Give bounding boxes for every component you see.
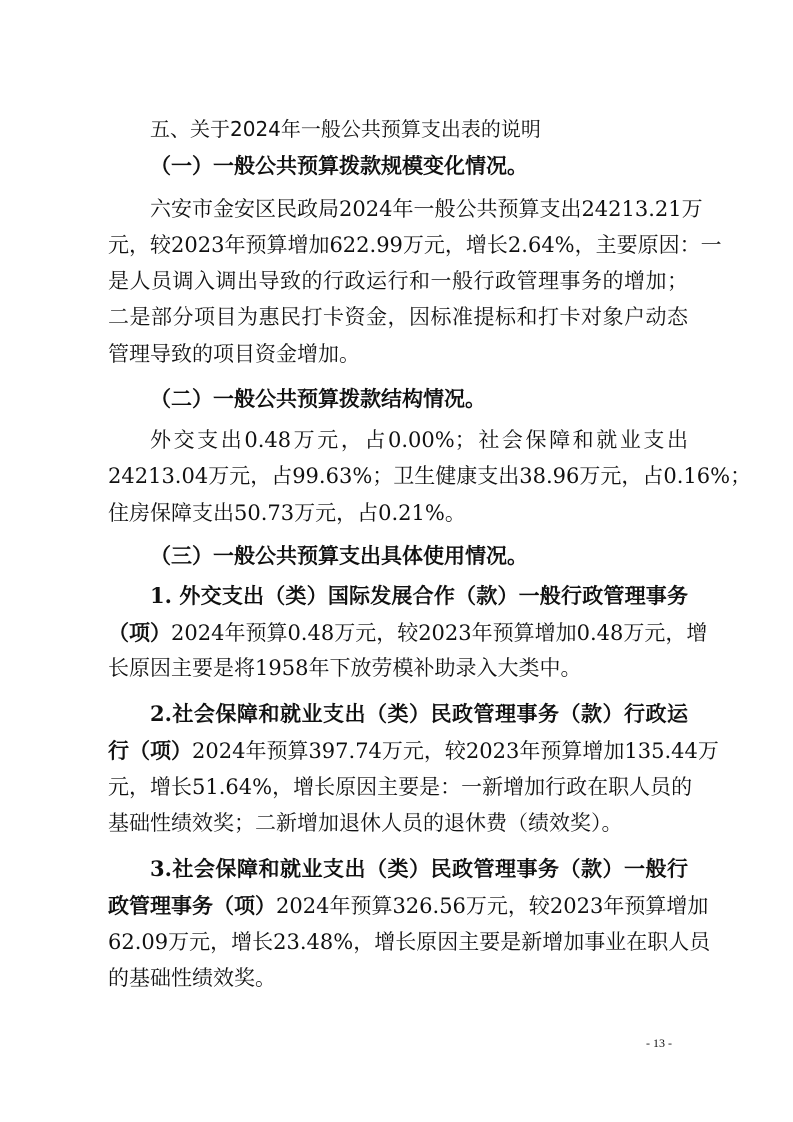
item-1-title: 1. 外交支出（类）国际发展合作（款）一般行政管理事务 <box>150 583 688 608</box>
item-2-line <box>108 735 719 767</box>
paragraph-line: 24213.04万元，占99.63%；卫生健康支出38.96万元，占0.16%； <box>108 464 752 488</box>
section-heading-2: （二）一般公共预算拨款结构情况。 <box>150 386 486 411</box>
page-number: - 13 - <box>646 1036 672 1050</box>
item-3-line <box>108 890 709 922</box>
paragraph-line: 二是部分项目为惠民打卡资金，因标准提标和打卡对象户动态 <box>108 305 688 329</box>
paragraph-line: 是人员调入调出导致的行政运行和一般行政管理事务的增加； <box>108 269 688 293</box>
section-title: 五、关于2024年一般公共预算支出表的说明 <box>150 117 541 141</box>
paragraph-line: 管理导致的项目资金增加。 <box>108 342 360 366</box>
item-2-title: 2.社会保障和就业支出（类）民政管理事务（款）行政运 <box>150 701 688 726</box>
paragraph-line: 元，增长51.64%，增长原因主要是：一新增加行政在职人员的 <box>108 775 693 799</box>
item-3-text: 2024年预算326.56万元，较2023年预算增加 <box>276 894 709 918</box>
paragraph-line: 住房保障支出50.73万元，占0.21%。 <box>108 501 466 525</box>
section-heading-1: （一）一般公共预算拨款规模变化情况。 <box>150 153 528 178</box>
item-1-line <box>108 617 708 649</box>
item-3-category: 政管理事务（项） <box>108 893 276 918</box>
paragraph-line: 元，较2023年预算增加622.99万元，增长2.64%，主要原因：一 <box>108 233 722 257</box>
paragraph-line: 六安市金安区民政局2024年一般公共预算支出24213.21万 <box>150 197 703 221</box>
item-2-category: 行（项） <box>108 738 192 763</box>
section-heading-3: （三）一般公共预算支出具体使用情况。 <box>150 543 528 568</box>
item-1-category: （项） <box>108 620 171 645</box>
paragraph-line: 长原因主要是将1958年下放劳模补助录入大类中。 <box>108 656 582 680</box>
item-2-text: 2024年预算397.74万元，较2023年预算增加135.44万 <box>192 739 719 763</box>
paragraph-line: 基础性绩效奖；二新增加退休人员的退休费（绩效奖）。 <box>108 811 623 835</box>
item-3-title: 3.社会保障和就业支出（类）民政管理事务（款）一般行 <box>150 856 688 881</box>
paragraph-line: 62.09万元，增长23.48%，增长原因主要是新增加事业在职人员 <box>108 930 711 954</box>
item-1-text: 2024年预算0.48万元，较2023年预算增加0.48万元，增 <box>171 621 708 645</box>
paragraph-line: 的基础性绩效奖。 <box>108 966 276 990</box>
paragraph-line: 外交支出0.48万元，占0.00%；社会保障和就业支出 <box>150 428 688 452</box>
